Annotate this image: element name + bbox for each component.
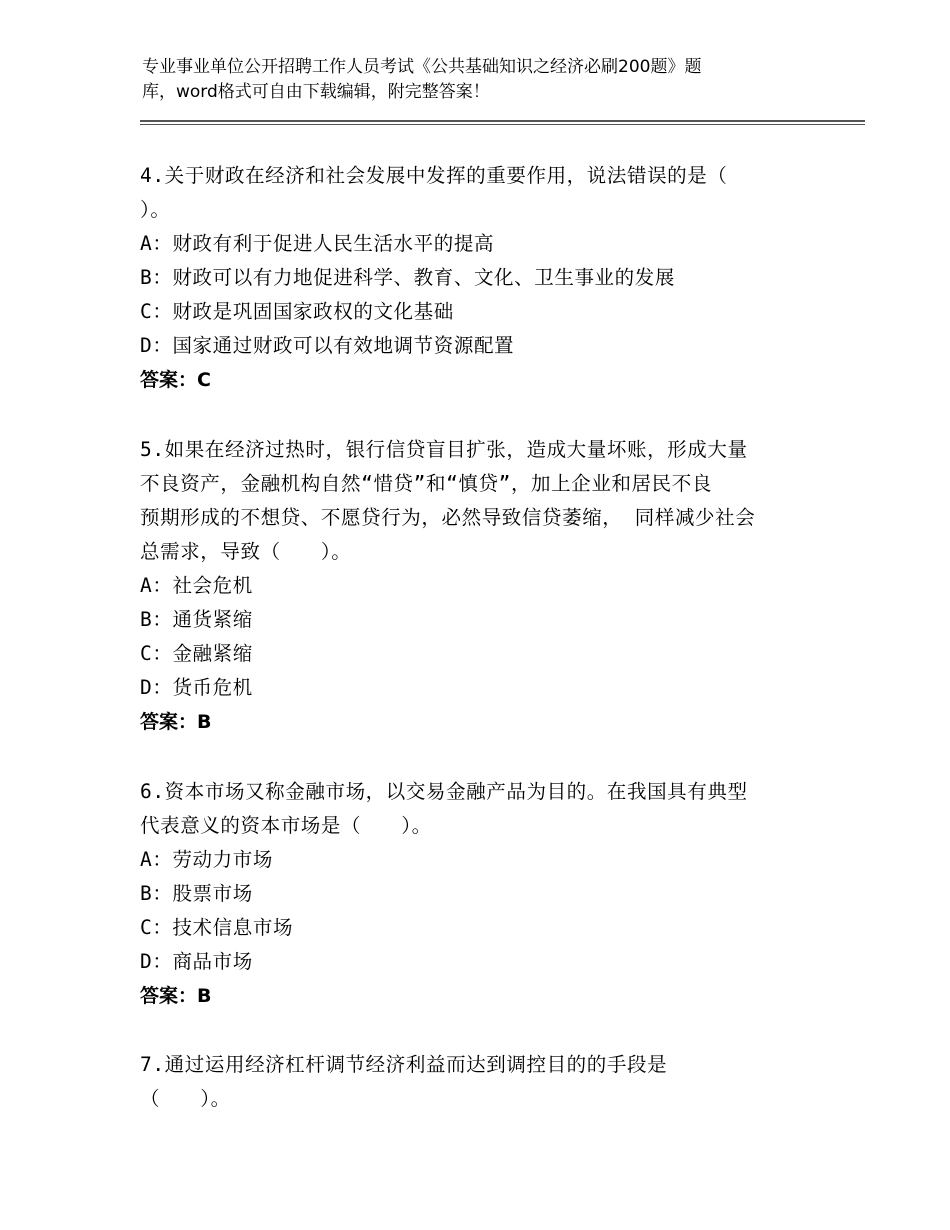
answer: 答案：C <box>140 369 211 391</box>
question-6 <box>140 775 805 1013</box>
answer: 答案：B <box>140 985 212 1007</box>
question-stem-line: 预期形成的不想贷、不愿贷行为，必然导致信贷萎缩， 同样减少社会 <box>140 506 756 529</box>
question-stem-line: 代表意义的资本市场是（ ）。 <box>140 814 432 837</box>
option-c: C：财政是巩固国家政权的文化基础 <box>140 300 454 323</box>
option-a: A：社会危机 <box>140 574 253 597</box>
option-b: B：股票市场 <box>140 882 253 905</box>
option-c: C：金融紧缩 <box>140 642 253 665</box>
option-b: B：财政可以有力地促进科学、教育、文化、卫生事业的发展 <box>140 266 675 289</box>
option-d: D：货币危机 <box>140 676 253 699</box>
option-a: A：劳动力市场 <box>140 848 273 871</box>
option-b: B：通货紧缩 <box>140 608 253 631</box>
answer: 答案：B <box>140 711 212 733</box>
question-stem-line: （ ）。 <box>140 1087 231 1110</box>
option-c: C：技术信息市场 <box>140 916 294 939</box>
header-line-1: 专业事业单位公开招聘工作人员考试《公共基础知识之经济必刷200题》题 <box>142 57 702 77</box>
question-stem-line: 总需求，导致（ ）。 <box>140 540 352 563</box>
question-4 <box>140 159 805 397</box>
option-a: A：财政有利于促进人民生活水平的提高 <box>140 232 495 255</box>
question-stem-line: 6.资本市场又称金融市场，以交易金融产品为目的。在我国具有典型 <box>140 780 748 803</box>
header-rule-thin <box>140 124 865 125</box>
header-line-2: 库，word格式可自由下载编辑，附完整答案！ <box>142 82 490 102</box>
header-rule-thick <box>140 120 865 122</box>
question-stem-line: 5.如果在经济过热时，银行信贷盲目扩张，造成大量坏账，形成大量 <box>140 438 748 461</box>
question-7 <box>140 1048 805 1116</box>
question-stem-line: ）。 <box>140 198 171 221</box>
option-d: D：国家通过财政可以有效地调节资源配置 <box>140 334 515 357</box>
question-stem-line: 7.通过运用经济杠杆调节经济利益而达到调控目的的手段是 <box>140 1053 668 1076</box>
option-d: D：商品市场 <box>140 950 253 973</box>
question-stem-line: 4.关于财政在经济和社会发展中发挥的重要作用，说法错误的是（ <box>140 164 728 187</box>
question-stem-line: 不良资产，金融机构自然“惜贷”和“慎贷”，加上企业和居民不良 <box>140 472 712 495</box>
question-5 <box>140 433 805 739</box>
document-header <box>142 55 782 105</box>
